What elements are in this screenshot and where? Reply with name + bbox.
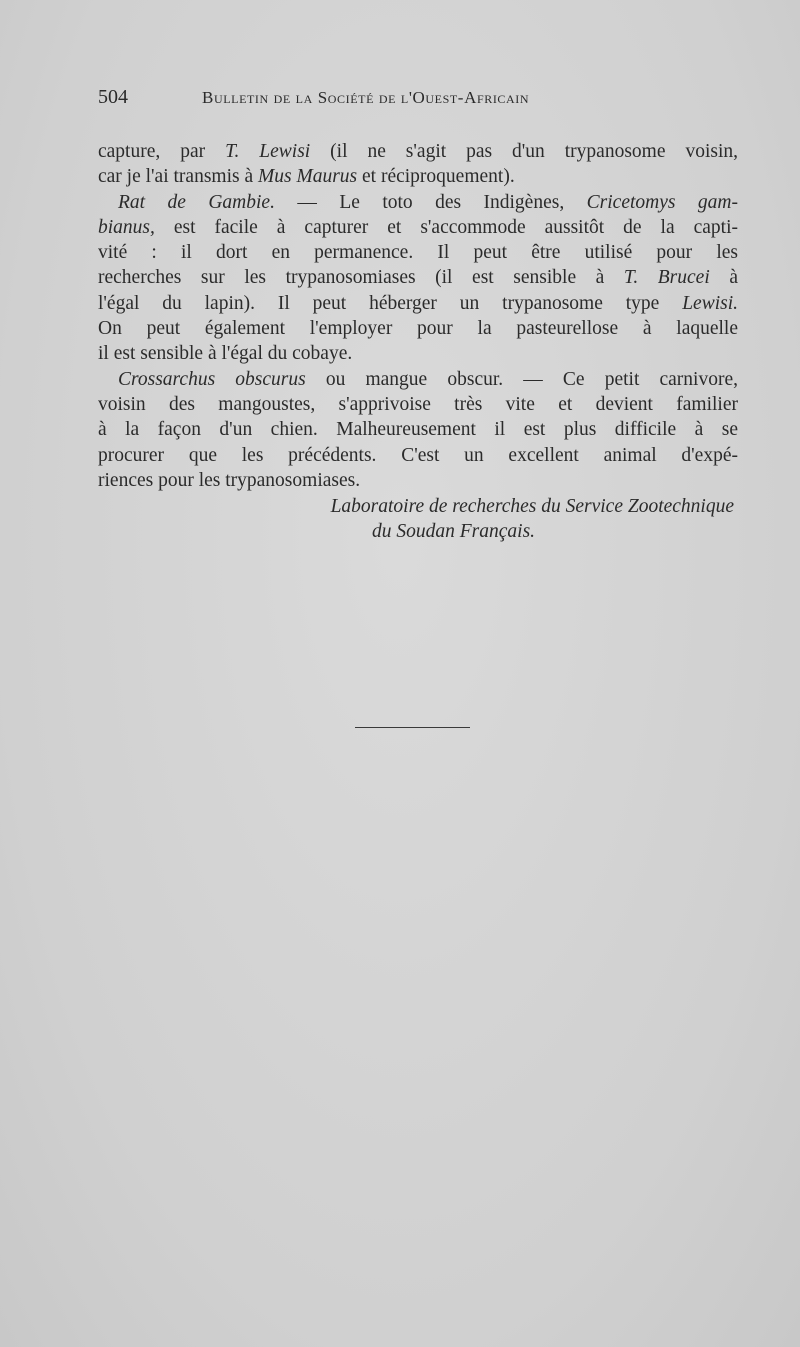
italic-run: Rat de Gambie. (118, 191, 275, 213)
text-line (98, 417, 738, 442)
text-run: procurer que les précédents. C'est un excellent animal d'expé- (98, 444, 738, 466)
text-run: il est sensible à l'égal du cobaye. (98, 343, 353, 365)
text-line (98, 341, 738, 366)
page-number: 504 (98, 86, 128, 108)
signature-line-2: du Soudan Français. (372, 521, 536, 543)
text-line (98, 392, 738, 417)
text-line (98, 190, 738, 215)
text-line (98, 240, 738, 265)
italic-run: bianus, (98, 216, 155, 238)
italic-run: Lewisi. (682, 292, 738, 314)
text-line (98, 443, 738, 468)
text-run: (il ne s'agit pas d'un trypanosome voisin, (310, 141, 738, 162)
text-line (98, 164, 738, 189)
text-run: est facile à capturer et s'accommode aussitôt de la capti- (154, 216, 738, 238)
text-line (98, 265, 738, 290)
paragraph (98, 190, 738, 367)
italic-run: Cricetomys gam- (586, 191, 738, 213)
text-run: On peut également l'employer pour la pasteurellose à laquelle (98, 318, 738, 340)
paragraph (98, 139, 738, 190)
text-run: et réciproquement). (357, 166, 515, 188)
text-run: vité : il dort en permanence. Il peut être utilisé pour les (98, 242, 738, 264)
text-run: l'égal du lapin). Il peut héberger un trypanosome type (98, 292, 683, 314)
signature-line-1: Laboratoire de recherches du Service Zootechnique (330, 496, 734, 517)
journal-title: Bulletin de la Société de l'Ouest-Africain (202, 88, 530, 107)
text-run: car je l'ai transmis à (98, 166, 258, 188)
end-rule (355, 727, 470, 728)
text-line (98, 367, 738, 392)
text-line (98, 215, 738, 240)
text-line (98, 139, 738, 164)
italic-run: Mus Maurus (258, 166, 358, 188)
text-run: recherches sur les trypanosomiases (il est sensible à (98, 267, 624, 289)
italic-run: Crossarchus obscurus (118, 368, 306, 390)
body-text (98, 139, 738, 493)
running-head (98, 86, 738, 116)
text-line (98, 316, 738, 341)
text-line (98, 468, 738, 493)
text-run: ou mangue obscur. — Ce petit carnivore, (305, 368, 738, 390)
text-run: capture, par (98, 141, 226, 162)
text-run: à (709, 267, 738, 289)
text-run: — Le toto des Indigènes, (274, 191, 587, 213)
italic-run: T. Brucei (623, 267, 710, 289)
text-line (98, 291, 738, 316)
italic-run: T. Lewisi (225, 141, 311, 162)
text-run: voisin des mangoustes, s'apprivoise très vite et devient familier (98, 393, 738, 415)
text-run: à la façon d'un chien. Malheureusement il est plus difficile à se (98, 419, 738, 441)
signature-block (98, 494, 738, 545)
text-run: riences pour les trypanosomiases. (98, 469, 361, 491)
paragraph (98, 367, 738, 493)
